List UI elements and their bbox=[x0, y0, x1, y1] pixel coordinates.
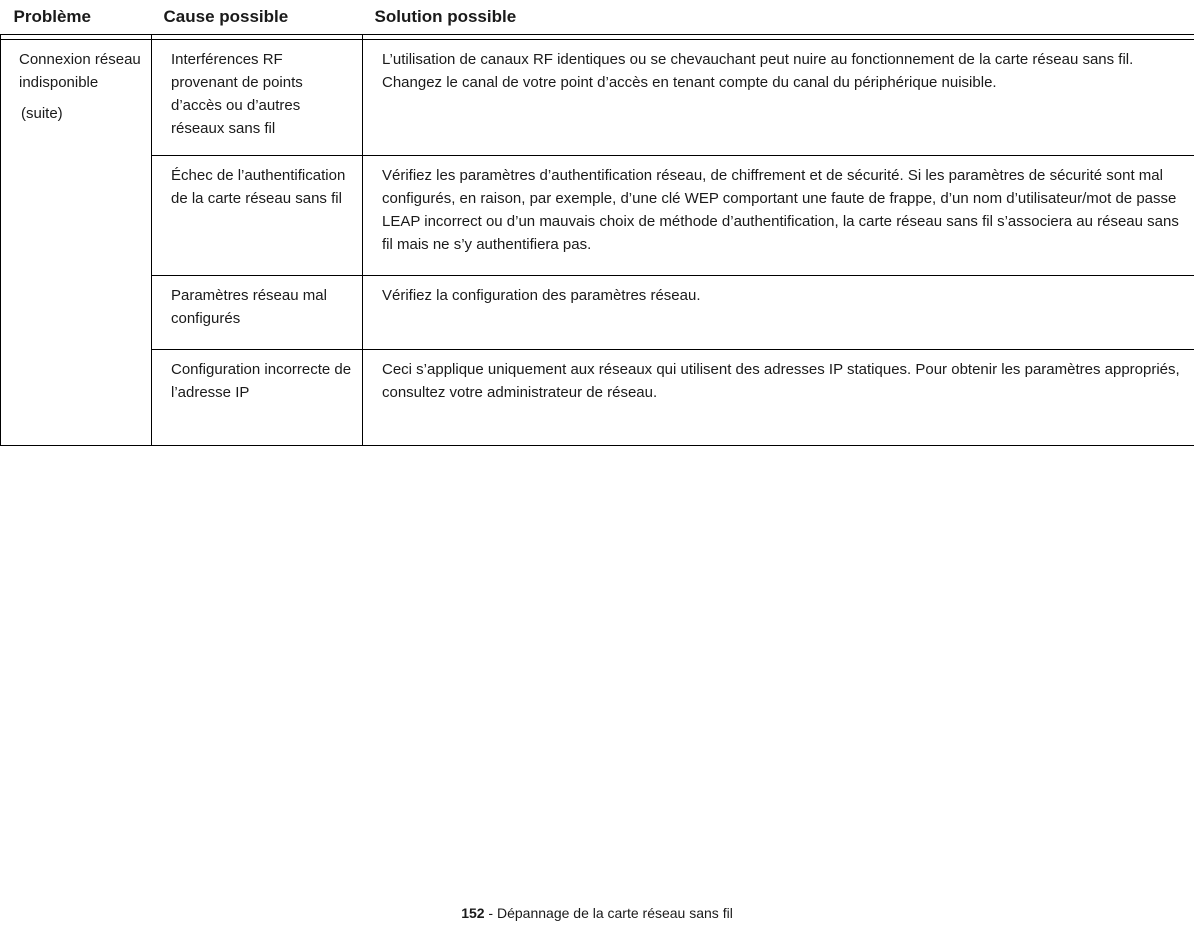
problem-cell bbox=[1, 40, 152, 446]
footer-text: - Dépannage de la carte réseau sans fil bbox=[484, 905, 733, 921]
solution-cell: Vérifiez la configuration des paramètres réseau. bbox=[363, 276, 1194, 350]
troubleshooting-table bbox=[0, 0, 1194, 446]
page-number: 152 bbox=[461, 905, 485, 921]
cause-cell: Configuration incorrecte de l’adresse IP bbox=[152, 350, 363, 446]
problem-continued: (suite) bbox=[21, 105, 63, 122]
solution-cell: Vérifiez les paramètres d’authentification réseau, de chiffrement et de sécurité. Si les paramètres de sécurité sont mal configurés, en raison, par exemple, d’une clé WEP comportant une faute de frappe, d’un nom d’utilisateur/mot de passe LEAP incorrect ou d’un mauvais choix de méthode d’authentification, la carte réseau sans fil s’associera au réseau sans fil mais ne s’y authentifiera pas. bbox=[363, 156, 1194, 276]
header-solution: Solution possible bbox=[363, 0, 1194, 35]
cause-cell: Interférences RF provenant de points d’accès ou d’autres réseaux sans fil bbox=[152, 40, 363, 156]
problem-label: Connexion réseau indisponible bbox=[19, 51, 141, 91]
cause-cell: Échec de l’authentification de la carte réseau sans fil bbox=[152, 156, 363, 276]
table-row bbox=[1, 40, 1194, 156]
table-row bbox=[1, 350, 1194, 446]
header-problem: Problème bbox=[1, 0, 152, 35]
table-header-row bbox=[1, 0, 1194, 35]
header-cause: Cause possible bbox=[152, 0, 363, 35]
cause-cell: Paramètres réseau mal configurés bbox=[152, 276, 363, 350]
solution-cell: L’utilisation de canaux RF identiques ou se chevauchant peut nuire au fonctionnement de la carte réseau sans fil. Changez le canal de votre point d’accès en tenant compte du canal du périphérique nuisible. bbox=[363, 40, 1194, 156]
table-row bbox=[1, 156, 1194, 276]
solution-cell: Ceci s’applique uniquement aux réseaux qui utilisent des adresses IP statiques. Pour obtenir les paramètres appropriés, consultez votre administrateur de réseau. bbox=[363, 350, 1194, 446]
table-row bbox=[1, 276, 1194, 350]
page-footer bbox=[0, 905, 1194, 921]
